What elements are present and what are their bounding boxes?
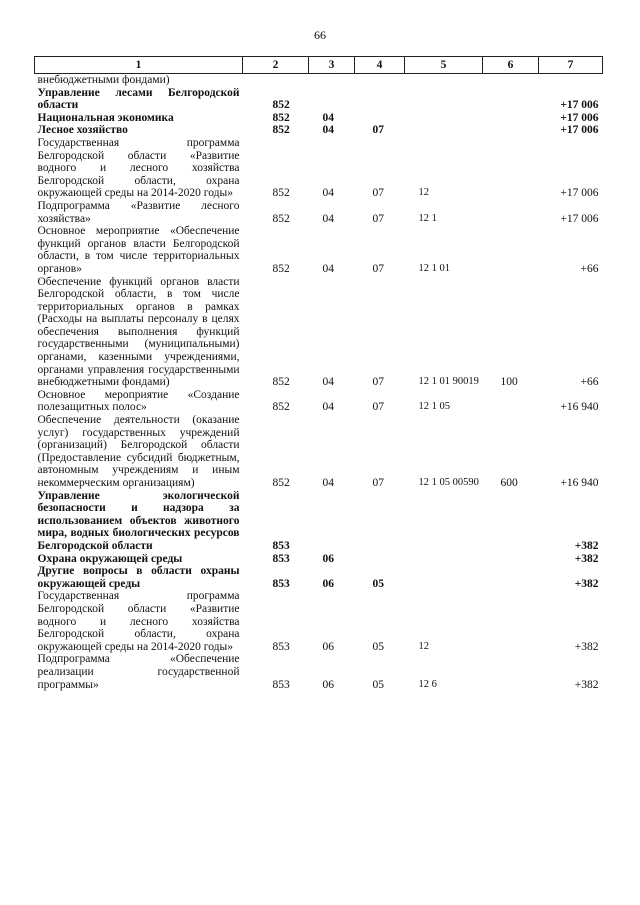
column-header: 3: [309, 57, 355, 74]
row-subsection-code: 07: [372, 376, 384, 389]
row-target-article: 12 6: [418, 678, 437, 690]
row-amount: +17 006: [560, 111, 599, 124]
row-name: Национальная экономика: [37, 111, 174, 124]
row-expense-type: [483, 590, 539, 653]
row-name: Государственная программа Белгородской области «Развитие водного и лесного хозяйства Белгородской области, охрана окружающей среды на 2014-2020 годы»: [37, 590, 240, 653]
row-expense-type: [483, 653, 539, 691]
row-ministry-code: 852: [272, 401, 290, 414]
row-amount: +382: [574, 577, 599, 590]
row-section-code: 06: [322, 577, 334, 590]
row-section-code: [309, 87, 355, 112]
row-name: Основное мероприятие «Создание полезащитных полос»: [37, 388, 240, 414]
row-target-article: [405, 553, 483, 566]
row-amount: +382: [574, 539, 599, 552]
row-ministry-code: 852: [272, 124, 290, 137]
row-name: внебюджетными фондами): [37, 74, 170, 86]
table-row: [35, 276, 603, 389]
table-row: [35, 137, 603, 200]
row-target-article: [405, 124, 483, 137]
row-subsection-code: 07: [372, 477, 384, 489]
table-body: [35, 74, 603, 692]
row-amount: +382: [574, 678, 599, 691]
table-row: [35, 112, 603, 125]
row-amount: +16 940: [560, 477, 599, 489]
row-target-article: 12 1 05 00590: [418, 477, 479, 488]
row-name: Другие вопросы в области охраны окружающей среды: [37, 565, 240, 590]
column-header: 2: [243, 57, 309, 74]
row-target-article: 12 1 01: [418, 262, 450, 274]
row-target-article: [405, 112, 483, 125]
row-name: Подпрограмма «Обеспечение реализации государственной программы»: [37, 653, 240, 691]
row-section-code: 04: [322, 401, 334, 414]
row-target-article: 12 1 05: [418, 401, 450, 413]
table-row: [35, 565, 603, 590]
row-name: Лесное хозяйство: [37, 124, 128, 137]
row-subsection-code: 07: [372, 262, 384, 275]
row-ministry-code: 852: [272, 262, 290, 275]
row-section-code: 04: [322, 187, 334, 200]
row-name: Управление лесами Белгородской области: [37, 86, 240, 112]
row-section-code: [309, 74, 355, 87]
row-section-code: 06: [322, 640, 334, 653]
row-target-article: 12: [418, 640, 429, 652]
row-ministry-code: 852: [272, 477, 290, 489]
table-row: [35, 414, 603, 490]
row-target-article: [405, 74, 483, 87]
row-ministry-code: 853: [272, 539, 290, 552]
row-expense-type: 100: [500, 376, 518, 389]
row-target-article: [405, 490, 483, 553]
table-row: [35, 653, 603, 691]
column-header: 1: [35, 57, 243, 74]
row-subsection-code: 07: [372, 124, 384, 137]
table-row: [35, 389, 603, 414]
row-expense-type: 600: [500, 477, 518, 489]
row-expense-type: [483, 200, 539, 225]
row-ministry-code: 853: [272, 678, 290, 691]
row-section-code: 04: [322, 124, 334, 137]
table-row: [35, 200, 603, 225]
row-ministry-code: 853: [272, 577, 290, 590]
row-section-code: 04: [322, 376, 334, 389]
row-expense-type: [483, 553, 539, 566]
row-subsection-code: [355, 112, 405, 125]
row-name: Обеспечение функций органов власти Белгородской области, в том числе территориальных органов в рамках (Расходы на выплаты персоналу в целях обеспечения выполнения функций государственными (муниципальными) органами, казенными учреждениями, органами управления государственными внебюджетными фондами): [37, 275, 240, 389]
row-name: Управление экологической безопасности и надзора за использованием объектов животного мира, водных биологических ресурсов Белгородской области: [37, 489, 240, 552]
row-section-code: 04: [322, 262, 334, 275]
row-ministry-code: 853: [272, 552, 290, 565]
row-amount: +382: [574, 552, 599, 565]
row-amount: +17 006: [560, 99, 599, 112]
row-subsection-code: [355, 553, 405, 566]
row-ministry-code: [243, 74, 309, 87]
table-header: [35, 57, 603, 74]
row-expense-type: [483, 389, 539, 414]
row-target-article: 12: [418, 187, 429, 199]
row-ministry-code: 852: [272, 99, 290, 112]
row-expense-type: [483, 565, 539, 590]
row-ministry-code: 853: [272, 640, 290, 653]
column-header: 5: [405, 57, 483, 74]
row-ministry-code: 852: [272, 376, 290, 389]
table-row: [35, 74, 603, 87]
row-subsection-code: 05: [372, 678, 384, 691]
row-section-code: [309, 490, 355, 553]
table-row: [35, 490, 603, 553]
row-amount: +17 006: [560, 212, 599, 225]
row-target-article: [405, 565, 483, 590]
row-amount: +66: [580, 376, 599, 389]
table-row: [35, 87, 603, 112]
row-expense-type: [483, 112, 539, 125]
row-expense-type: [483, 74, 539, 87]
row-name: Государственная программа Белгородской области «Развитие водного и лесного хозяйства Белгородской области, охрана окружающей среды на 2014-2020 годы»: [37, 136, 240, 200]
row-target-article: 12 1: [418, 212, 437, 224]
row-expense-type: [483, 225, 539, 275]
column-header: 4: [355, 57, 405, 74]
row-amount: +382: [574, 640, 599, 653]
row-amount: +66: [580, 262, 599, 275]
row-target-article: 12 1 01 90019: [418, 376, 479, 388]
row-section-code: 06: [322, 678, 334, 691]
row-ministry-code: 852: [272, 187, 290, 200]
row-target-article: [405, 87, 483, 112]
row-expense-type: [483, 87, 539, 112]
row-ministry-code: 852: [272, 212, 290, 225]
table-row: [35, 553, 603, 566]
row-name: Подпрограмма «Развитие лесного хозяйства»: [37, 199, 240, 225]
row-section-code: 04: [322, 111, 334, 124]
column-header: 6: [483, 57, 539, 74]
row-amount: [539, 74, 603, 87]
row-section-code: 06: [322, 552, 334, 565]
row-amount: +17 006: [560, 124, 599, 137]
table-row: [35, 124, 603, 137]
row-expense-type: [483, 124, 539, 137]
row-name: Обеспечение деятельности (оказание услуг) государственных учреждений (организаций) Белгородской области (Предоставление субсидий бюджетным, автономным учреждениям и иным некоммерческим организациям): [37, 414, 240, 489]
row-name: Основное мероприятие «Обеспечение функций органов власти Белгородской области, в том числе территориальных органов»: [37, 225, 240, 275]
row-section-code: 04: [322, 212, 334, 225]
row-subsection-code: 07: [372, 212, 384, 225]
row-section-code: 04: [322, 477, 334, 489]
row-name: Охрана окружающей среды: [37, 552, 183, 565]
page-number: 66: [314, 28, 326, 42]
row-subsection-code: 07: [372, 187, 384, 200]
row-ministry-code: 852: [272, 111, 290, 124]
row-expense-type: [483, 137, 539, 200]
table-row: [35, 590, 603, 653]
row-subsection-code: [355, 490, 405, 553]
row-subsection-code: [355, 87, 405, 112]
row-expense-type: [483, 490, 539, 553]
row-subsection-code: 07: [372, 401, 384, 414]
row-amount: +17 006: [560, 187, 599, 200]
row-subsection-code: 05: [372, 640, 384, 653]
column-header: 7: [539, 57, 603, 74]
row-subsection-code: 05: [372, 577, 384, 590]
row-amount: +16 940: [560, 401, 599, 414]
budget-table: [34, 56, 603, 691]
table-row: [35, 225, 603, 275]
row-subsection-code: [355, 74, 405, 87]
